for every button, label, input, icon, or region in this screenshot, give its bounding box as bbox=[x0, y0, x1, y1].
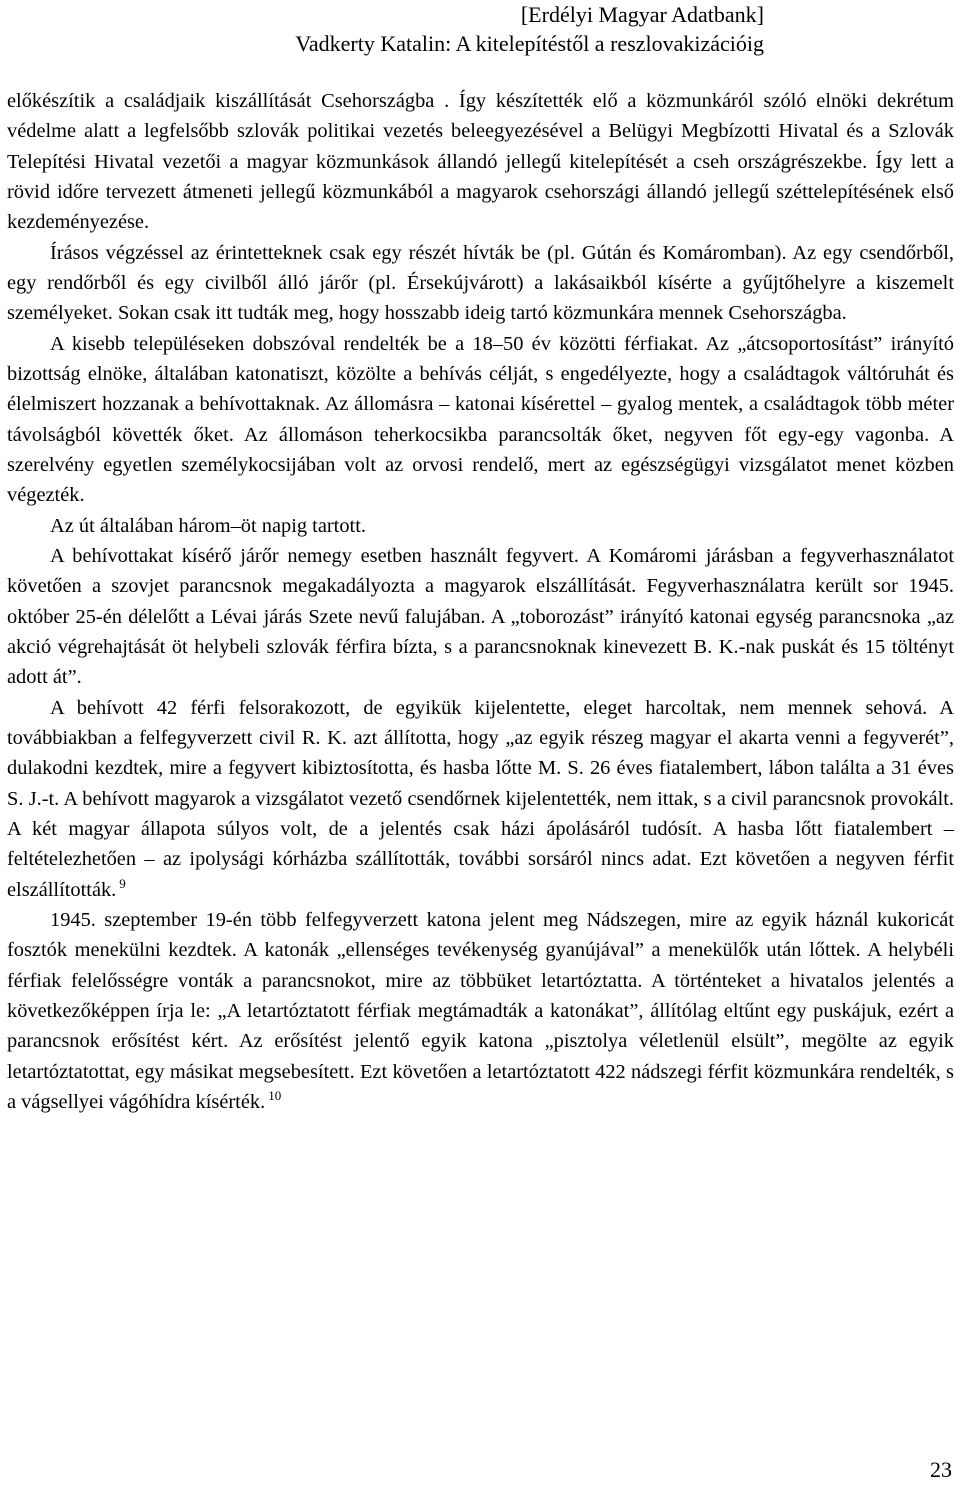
footnote-marker: 10 bbox=[268, 1087, 282, 1103]
paragraph-text: A kisebb településeken dobszóval rendelték be a 18–50 év közötti férfiakat. Az „átcsoportosítást” irányító bizottság elnöke, általában katonatiszt, közölte a behívás célját, s engedélyezte, hogy a családtagok váltóruhát és élelmiszert hozzanak a behívottaknak. Az állomásra – katonai kísérettel – gyalog mentek, a családtagok több méter távolságból követték őket. Az állomáson teherkocsikba parancsolták őket, negyven főt egy-egy vagonba. A szerelvény egyetlen személykocsijában volt az orvosi rendelő, mert az egészségügyi vizsgálatot menet közben végezték. bbox=[7, 332, 954, 507]
paragraph-text: Az út általában három–öt napig tartott. bbox=[50, 514, 366, 537]
page-header bbox=[295, 0, 764, 58]
paragraph-7 bbox=[7, 905, 954, 1117]
header-title: Vadkerty Katalin: A kitelepítéstől a reszlovakizációig bbox=[295, 31, 764, 56]
paragraph-5 bbox=[7, 541, 954, 693]
paragraph-text: A behívott 42 férfi felsorakozott, de egyikük kijelentette, eleget harcoltak, nem mennek sehová. A továbbiakban a felfegyverzett civil R. K. azt állította, hogy „az egyik részeg magyar el akarta venni a fegyverét”, dulakodni kezdtek, mire a fegyvert kibiztosította, és hasba lőtte M. S. 26 éves fiatalembert, lábon találta a 31 éves S. J.-t. A behívott magyarok a vizsgálatot vezető csendőrnek kijelentették, nem ittak, s a civil parancsnok provokált. A két magyar állapota súlyos volt, de a jelentés csak házi ápolásáról tudósít. A hasba lőtt fiatalembert – feltételezhetően – az ipolysági kórházba szállították, további sorsáról nincs adat. Ezt követően a negyven férfit elszállították. bbox=[7, 696, 954, 901]
header-source: [Erdélyi Magyar Adatbank] bbox=[520, 2, 764, 27]
paragraph-2 bbox=[7, 238, 954, 329]
paragraph-6 bbox=[7, 693, 954, 905]
footnote-marker: 9 bbox=[119, 875, 126, 891]
paragraph-1 bbox=[7, 86, 954, 238]
paragraph-text: Írásos végzéssel az érintetteknek csak egy részét hívták be (pl. Gútán és Komáromban). Az egy csendőrből, egy rendőrből és egy civilből álló járőr (pl. Érsekújvárott) a lakásaikból kísérte a gyűjtőhelyre a kiszemelt személyeket. Sokan csak itt tudták meg, hogy hosszabb ideig tartó közmunkára mennek Csehországba. bbox=[7, 241, 954, 325]
paragraph-text: A behívottakat kísérő járőr nemegy esetben használt fegyvert. A Komáromi járásban a fegyverhasználatot követően a szovjet parancsnok megakadályozta a magyarok elszállítását. Fegyverhasználatra került sor 1945. október 25-én délelőtt a Lévai járás Szete nevű falujában. A „toborozást” irányító katonai egység parancsnoka „az akció végrehajtását öt helybeli szlovák férfira bízta, s a parancsnoknak kinevezett B. K.-nak puskát és 15 töltényt adott át”. bbox=[7, 544, 954, 689]
document-body bbox=[7, 86, 954, 1117]
paragraph-text: előkészítik a családjaik kiszállítását Csehországba . Így készítették elő a közmunkáról szóló elnöki dekrétum védelme alatt a legfelsőbb szlovák politikai vezetés beleegyezésével a Belügyi Megbízotti Hivatal és a Szlovák Telepítési Hivatal vezetői a magyar közmunkások állandó jellegű kitelepítését a cseh országrészekbe. Így lett a rövid időre tervezett átmeneti jellegű közmunkából a magyarok csehországi állandó jellegű széttelepítésének első kezdeményezése. bbox=[7, 90, 954, 234]
paragraph-4 bbox=[7, 511, 954, 541]
page-number: 23 bbox=[930, 1457, 952, 1482]
paragraph-3 bbox=[7, 329, 954, 511]
paragraph-text: 1945. szeptember 19-én több felfegyverzett katona jelent meg Nádszegen, mire az egyik háznál kukoricát fosztók menekülni kezdtek. A katonák „ellenséges tevékenység gyanújával” a menekülők után lőttek. A helybéli férfiak felelősségre vonták a parancsnokot, mire az többüket letartóztatta. A történteket a hivatalos jelentés a következőképpen írja le: „A letartóztatott férfiak megtámadták a katonákat”, állítólag eltűnt egy puskájuk, ezért a parancsnok erősítést kért. Az erősítést jelentő egyik katona „pisztolya véletlenül elsült”, megölte az egyik letartóztatottat, egy másikat megsebesített. Ezt követően a letartóztatott 422 nádszegi férfit közmunkára rendelték, s a vágsellyei vágóhídra kísérték. bbox=[7, 908, 954, 1113]
